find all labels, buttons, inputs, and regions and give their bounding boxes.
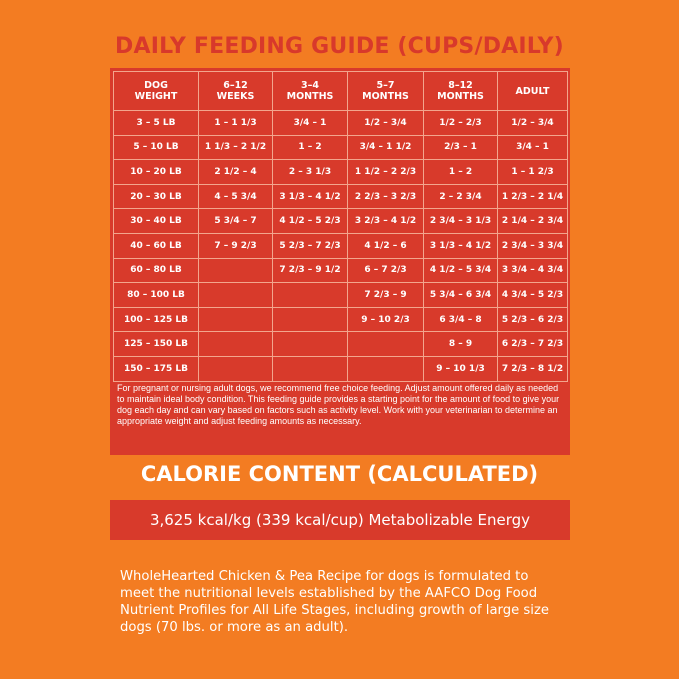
amount-cell: 9 – 10 2/3 — [348, 307, 424, 332]
weight-cell: 10 – 20 LB — [114, 160, 199, 185]
column-header-line: 8–12 — [448, 80, 473, 91]
amount-cell: 7 2/3 – 8 1/2 — [498, 356, 568, 381]
amount-cell: 3/4 – 1 — [498, 135, 568, 160]
table-row — [114, 135, 568, 160]
amount-cell: 5 3/4 – 6 3/4 — [424, 283, 498, 308]
amount-cell: 2 1/4 – 2 3/4 — [498, 209, 568, 234]
amount-cell: 4 3/4 – 5 2/3 — [498, 283, 568, 308]
amount-cell — [199, 258, 273, 283]
column-header-line: 6–12 — [223, 80, 248, 91]
amount-cell: 2 1/2 – 4 — [199, 160, 273, 185]
weight-cell: 60 – 80 LB — [114, 258, 199, 283]
amount-cell: 4 1/2 – 5 2/3 — [273, 209, 348, 234]
column-header-line: WEEKS — [216, 91, 255, 102]
calorie-value: 3,625 kcal/kg (339 kcal/cup) Metabolizable Energy — [149, 511, 531, 529]
column-header — [498, 72, 568, 111]
amount-cell: 1 – 2 — [424, 160, 498, 185]
amount-cell: 7 – 9 2/3 — [199, 233, 273, 258]
amount-cell: 1 2/3 – 2 1/4 — [498, 184, 568, 209]
column-header-line: MONTHS — [362, 91, 409, 102]
column-header-line: MONTHS — [286, 91, 334, 102]
amount-cell — [273, 332, 348, 357]
amount-cell: 3 3/4 – 4 3/4 — [498, 258, 568, 283]
amount-cell: 1 1/3 – 2 1/2 — [199, 135, 273, 160]
amount-cell: 5 2/3 – 6 2/3 — [498, 307, 568, 332]
amount-cell: 2 – 2 3/4 — [424, 184, 498, 209]
amount-cell: 6 3/4 – 8 — [424, 307, 498, 332]
amount-cell: 9 – 10 1/3 — [424, 356, 498, 381]
amount-cell: 8 – 9 — [424, 332, 498, 357]
amount-cell: 6 – 7 2/3 — [348, 258, 424, 283]
feeding-table — [113, 71, 568, 382]
amount-cell: 4 – 5 3/4 — [199, 184, 273, 209]
formula-description: WholeHearted Chicken & Pea Recipe for dogs is formulated to meet the nutritional levels established by the AAFCO Dog Food Nutrient Profiles for All Life Stages, including growth of large size dogs (70 lbs. or more as an adult). — [120, 569, 549, 635]
table-header-row — [114, 72, 568, 111]
weight-cell: 20 – 30 LB — [114, 184, 199, 209]
feeding-guide-panel — [110, 68, 570, 455]
amount-cell: 1/2 – 3/4 — [498, 111, 568, 136]
table-row — [114, 356, 568, 381]
amount-cell: 4 1/2 – 6 — [348, 233, 424, 258]
column-header-line: WEIGHT — [134, 91, 178, 102]
table-row — [114, 258, 568, 283]
table-row — [114, 307, 568, 332]
amount-cell: 1 – 1 1/3 — [199, 111, 273, 136]
table-row — [114, 283, 568, 308]
amount-cell: 7 2/3 – 9 — [348, 283, 424, 308]
calorie-bar — [110, 500, 570, 540]
amount-cell: 2/3 – 1 — [424, 135, 498, 160]
weight-cell: 150 – 175 LB — [114, 356, 199, 381]
amount-cell: 5 3/4 – 7 — [199, 209, 273, 234]
amount-cell: 3 1/3 – 4 1/2 — [424, 233, 498, 258]
column-header — [424, 72, 498, 111]
amount-cell — [273, 356, 348, 381]
amount-cell: 3/4 – 1 — [273, 111, 348, 136]
column-header-line: ADULT — [515, 85, 550, 97]
column-header-line: MONTHS — [437, 91, 484, 102]
column-header — [114, 72, 199, 111]
amount-cell — [273, 283, 348, 308]
weight-cell: 30 – 40 LB — [114, 209, 199, 234]
column-header-line: DOG — [144, 80, 168, 91]
amount-cell: 1 – 2 — [273, 135, 348, 160]
table-row — [114, 160, 568, 185]
weight-cell: 80 – 100 LB — [114, 283, 199, 308]
amount-cell — [348, 332, 424, 357]
column-header — [273, 72, 348, 111]
table-row — [114, 111, 568, 136]
table-row — [114, 184, 568, 209]
amount-cell: 1/2 – 3/4 — [348, 111, 424, 136]
table-row — [114, 233, 568, 258]
table-row — [114, 332, 568, 357]
amount-cell: 2 3/4 – 3 1/3 — [424, 209, 498, 234]
amount-cell: 2 – 3 1/3 — [273, 160, 348, 185]
amount-cell: 2 3/4 – 3 3/4 — [498, 233, 568, 258]
amount-cell: 4 1/2 – 5 3/4 — [424, 258, 498, 283]
amount-cell: 2 2/3 – 3 2/3 — [348, 184, 424, 209]
weight-cell: 100 – 125 LB — [114, 307, 199, 332]
feeding-note: For pregnant or nursing adult dogs, we recommend free choice feeding. Adjust amount offered daily as needed to maintain ideal body condition. This feeding guide provides a starting point for the amount of food to give your dog each day and can vary based on factors such as activity level. Work with your veterinarian to determine an appropriate weight and adjust feeding amounts as necessary. — [117, 383, 560, 426]
calorie-title: CALORIE CONTENT (CALCULATED) — [140, 462, 539, 486]
amount-cell: 3 1/3 – 4 1/2 — [273, 184, 348, 209]
weight-cell: 3 – 5 LB — [114, 111, 199, 136]
table-row — [114, 209, 568, 234]
amount-cell: 1/2 – 2/3 — [424, 111, 498, 136]
amount-cell: 3/4 – 1 1/2 — [348, 135, 424, 160]
weight-cell: 125 – 150 LB — [114, 332, 199, 357]
amount-cell — [348, 356, 424, 381]
column-header — [348, 72, 424, 111]
amount-cell: 1 1/2 – 2 2/3 — [348, 160, 424, 185]
amount-cell — [199, 307, 273, 332]
weight-cell: 5 – 10 LB — [114, 135, 199, 160]
amount-cell: 3 2/3 – 4 1/2 — [348, 209, 424, 234]
amount-cell — [273, 307, 348, 332]
weight-cell: 40 – 60 LB — [114, 233, 199, 258]
amount-cell: 5 2/3 – 7 2/3 — [273, 233, 348, 258]
column-header-line: 5–7 — [376, 80, 395, 91]
feeding-guide-title: DAILY FEEDING GUIDE (CUPS/DAILY) — [115, 34, 564, 59]
amount-cell — [199, 332, 273, 357]
amount-cell: 1 – 1 2/3 — [498, 160, 568, 185]
amount-cell: 6 2/3 – 7 2/3 — [498, 332, 568, 357]
column-header-line: 3–4 — [301, 80, 319, 91]
amount-cell: 7 2/3 – 9 1/2 — [273, 258, 348, 283]
amount-cell — [199, 356, 273, 381]
column-header — [199, 72, 273, 111]
amount-cell — [199, 283, 273, 308]
